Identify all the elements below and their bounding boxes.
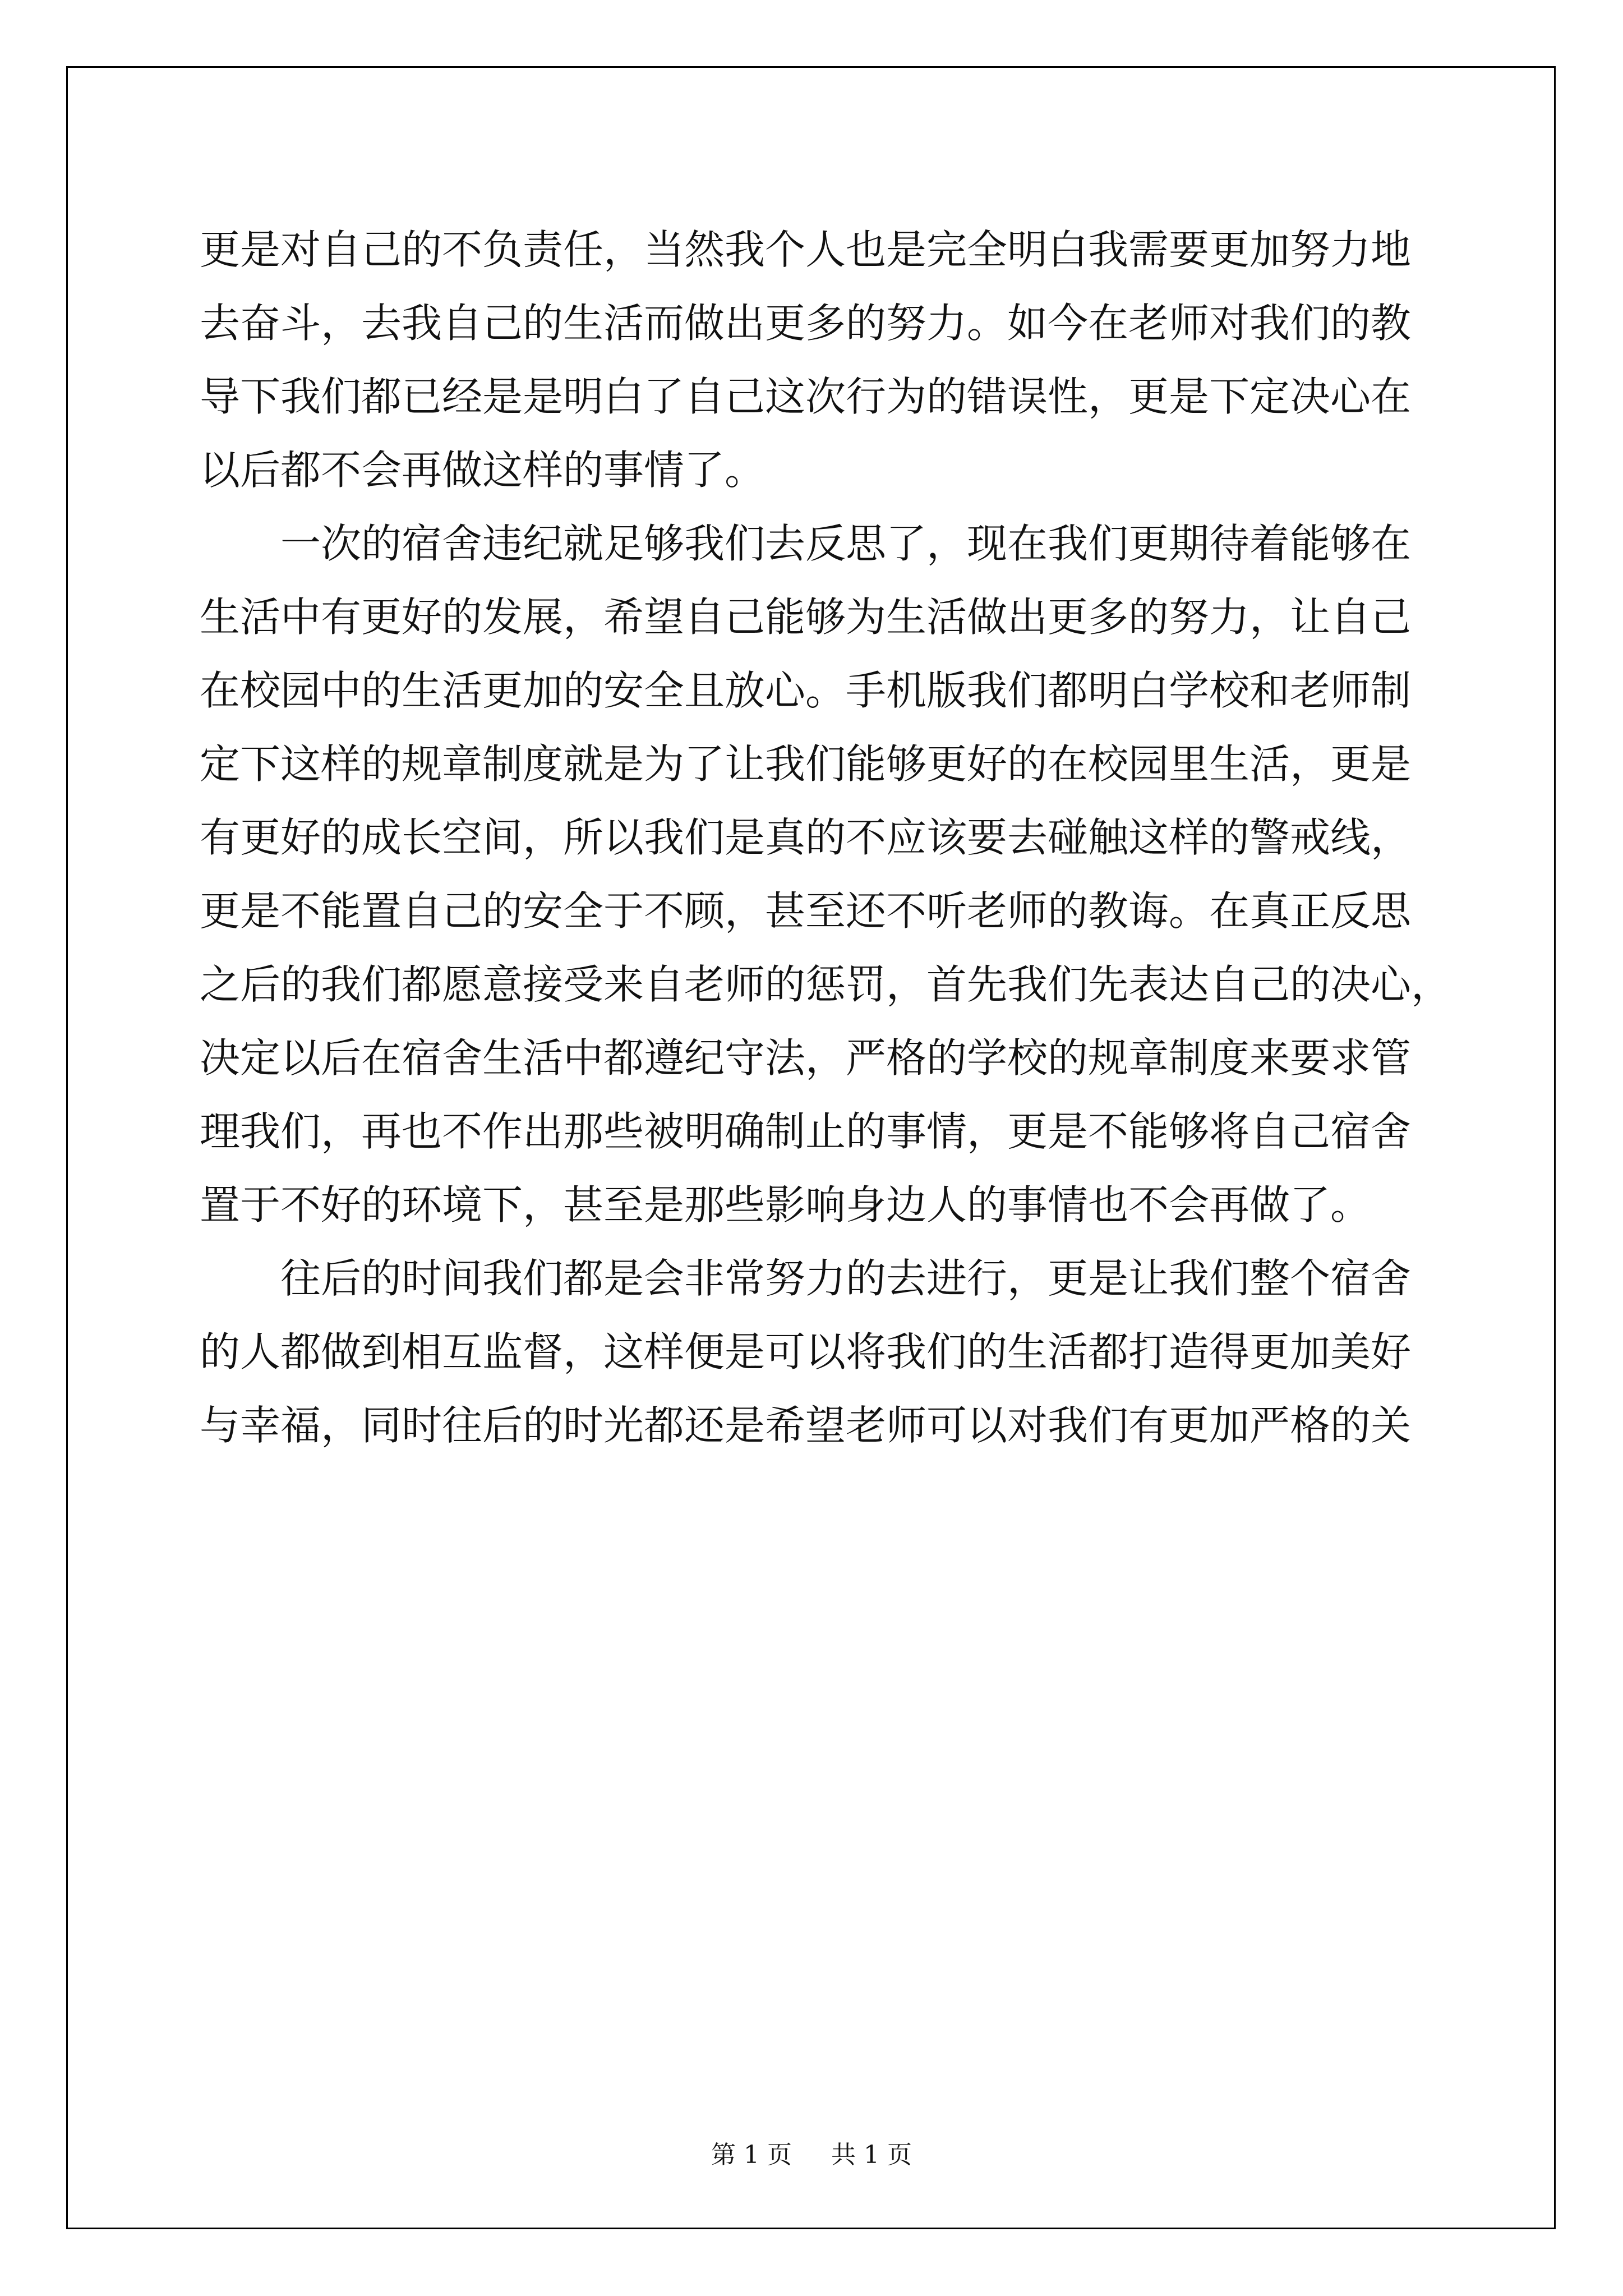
paragraph-line: 的人都做到相互监督，这样便是可以将我们的生活都打造得更加美好 [200,1328,1412,1375]
paragraph-line: 更是不能置自己的安全于不顾，甚至还不听老师的教诲。在真正反思 [200,887,1412,935]
paragraph-line: 导下我们都已经是是明白了自己这次行为的错误性，更是下定决心在 [200,373,1412,420]
paragraph-line: 更是对自己的不负责任，当然我个人也是完全明白我需要更加努力地 [200,226,1412,273]
paragraph-line: 决定以后在宿舍生活中都遵纪守法，严格的学校的规章制度来要求管 [200,1034,1412,1082]
paragraph-line: 往后的时间我们都是会非常努力的去进行，更是让我们整个宿舍 [280,1255,1412,1302]
page-number-current: 第 1 页 [711,2141,792,2169]
paragraph-line: 与幸福，同时往后的时光都还是希望老师可以对我们有更加严格的关 [200,1402,1412,1449]
page-number-total: 共 1 页 [831,2141,912,2169]
paragraph-line: 之后的我们都愿意接受来自老师的惩罚，首先我们先表达自己的决心， [200,961,1452,1008]
paragraph-line: 有更好的成长空间，所以我们是真的不应该要去碰触这样的警戒线， [200,814,1412,861]
paragraph-line: 置于不好的环境下，甚至是那些影响身边人的事情也不会再做了。 [200,1181,1371,1228]
paragraph-line: 在校园中的生活更加的安全且放心。手机版我们都明白学校和老师制 [200,667,1412,714]
paragraph-line: 定下这样的规章制度就是为了让我们能够更好的在校园里生活，更是 [200,740,1412,788]
page-footer [0,2138,1623,2172]
paragraph-line: 去奋斗，去我自己的生活而做出更多的努力。如今在老师对我们的教 [200,300,1412,347]
paragraph-line: 一次的宿舍违纪就足够我们去反思了，现在我们更期待着能够在 [280,520,1412,567]
paragraph-line: 生活中有更好的发展，希望自己能够为生活做出更多的努力，让自己 [200,593,1412,641]
paragraph-line: 理我们，再也不作出那些被明确制止的事情，更是不能够将自己宿舍 [200,1108,1412,1155]
paragraph-line: 以后都不会再做这样的事情了。 [200,447,766,494]
